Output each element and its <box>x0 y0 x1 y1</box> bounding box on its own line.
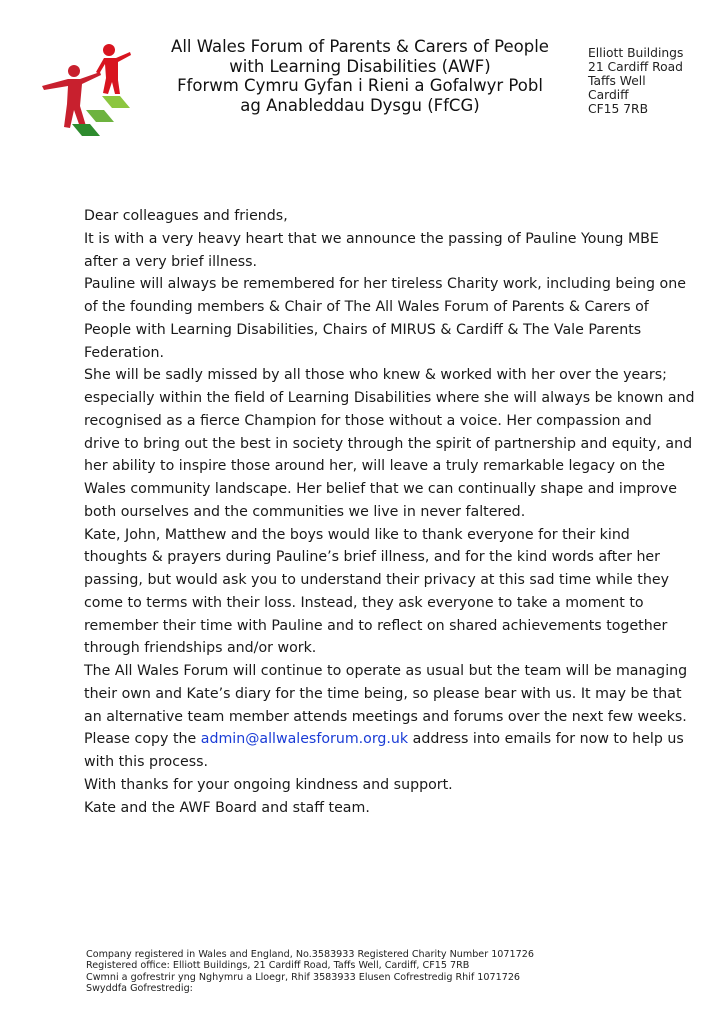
letter-line: The All Wales Forum will continue to operate as usual but the team will be managing <box>84 663 688 679</box>
letter-line: drive to bring out the best in society through the spirit of partnership and equity, and <box>84 435 693 452</box>
letter-line: of the founding members & Chair of The All Wales Forum of Parents & Carers of <box>84 299 649 315</box>
letter-line: thoughts & prayers during Pauline’s brief illness, and for the kind words after her <box>84 549 660 566</box>
letter-line: Federation. <box>84 344 165 361</box>
org-line: All Wales Forum of Parents & Carers of People <box>171 37 549 56</box>
letter-line: come to terms with their loss. Instead, they ask everyone to take a moment to <box>84 594 644 611</box>
copy-suffix: address into emails for now to help us <box>408 731 684 748</box>
footer-line: Registered office: Elliott Buildings, 21 Cardiff Road, Taffs Well, Cardiff, CF15 7RB <box>86 960 470 972</box>
letter-line: through friendships and/or work. <box>84 640 317 657</box>
letter-line: Dear colleagues and friends, <box>84 208 288 224</box>
footer <box>86 949 534 994</box>
email-link[interactable]: admin@allwalesforum.org.uk <box>200 731 409 748</box>
letter-line: their own and Kate’s diary for the time being, so please bear with us. It may be that <box>84 685 682 702</box>
address-line: 21 Cardiff Road <box>588 60 683 74</box>
address-line: CF15 7RB <box>588 102 649 116</box>
address-line: Elliott Buildings <box>588 46 684 60</box>
copy-line <box>84 728 684 751</box>
letter-line: People with Learning Disabilities, Chairs of MIRUS & Cardiff & The Vale Parents <box>84 321 642 338</box>
copy-prefix: Please copy the <box>84 731 201 748</box>
footer-line: Company registered in Wales and England, No.3583933 Registered Charity Number 1071726 <box>86 949 534 960</box>
address-line: Cardiff <box>588 88 629 102</box>
letter-line: passing, but would ask you to understand their privacy at this sad time while they <box>84 572 669 588</box>
letter-line: especially within the field of Learning Disabilities where she will always be known and <box>84 390 695 406</box>
letter-line: remember their time with Pauline and to reflect on shared achievements together <box>84 617 668 634</box>
footer-line: Cwmni a gofrestrir yng Nghymru a Lloegr, Rhif 3583933 Elusen Cofrestredig Rhif 1071726 <box>86 971 521 983</box>
org-line: ag Anableddau Dysgu (FfCG) <box>240 95 480 115</box>
letter-line: Wales community landscape. Her belief that we can continually shape and improve <box>84 481 677 497</box>
letter-line: Kate and the AWF Board and staff team. <box>84 799 370 816</box>
letter-body <box>84 205 695 819</box>
letter-line: Pauline will always be remembered for her tireless Charity work, including being one <box>84 276 686 293</box>
address-block <box>588 46 683 116</box>
organisation-name <box>150 37 570 115</box>
letter-line: With thanks for your ongoing kindness and support. <box>84 776 453 793</box>
letter-line: an alternative team member attends meetings and forums over the next few weeks. <box>84 708 687 725</box>
letter-line: after a very brief illness. <box>84 253 257 270</box>
letter-line: with this process. <box>84 754 209 770</box>
awf-logo <box>34 34 138 142</box>
org-line: Fforwm Cymru Gyfan i Rieni a Gofalwyr Pobl <box>177 76 543 95</box>
address-line: Taffs Well <box>588 74 646 88</box>
footer-line: Swyddfa Gofrestredig: <box>86 982 193 994</box>
letter-line: Kate, John, Matthew and the boys would like to thank everyone for their kind <box>84 526 630 543</box>
letter-line: both ourselves and the communities we live in never faltered. <box>84 503 526 520</box>
org-line: with Learning Disabilities (AWF) <box>229 56 491 76</box>
letter-line: her ability to inspire those around her, will leave a truly remarkable legacy on the <box>84 458 666 475</box>
letter-line: It is with a very heavy heart that we announce the passing of Pauline Young MBE <box>84 230 659 247</box>
letter-line: She will be sadly missed by all those who knew & worked with her over the years; <box>84 367 667 384</box>
letter-line: recognised as a fierce Champion for those without a voice. Her compassion and <box>84 412 652 429</box>
